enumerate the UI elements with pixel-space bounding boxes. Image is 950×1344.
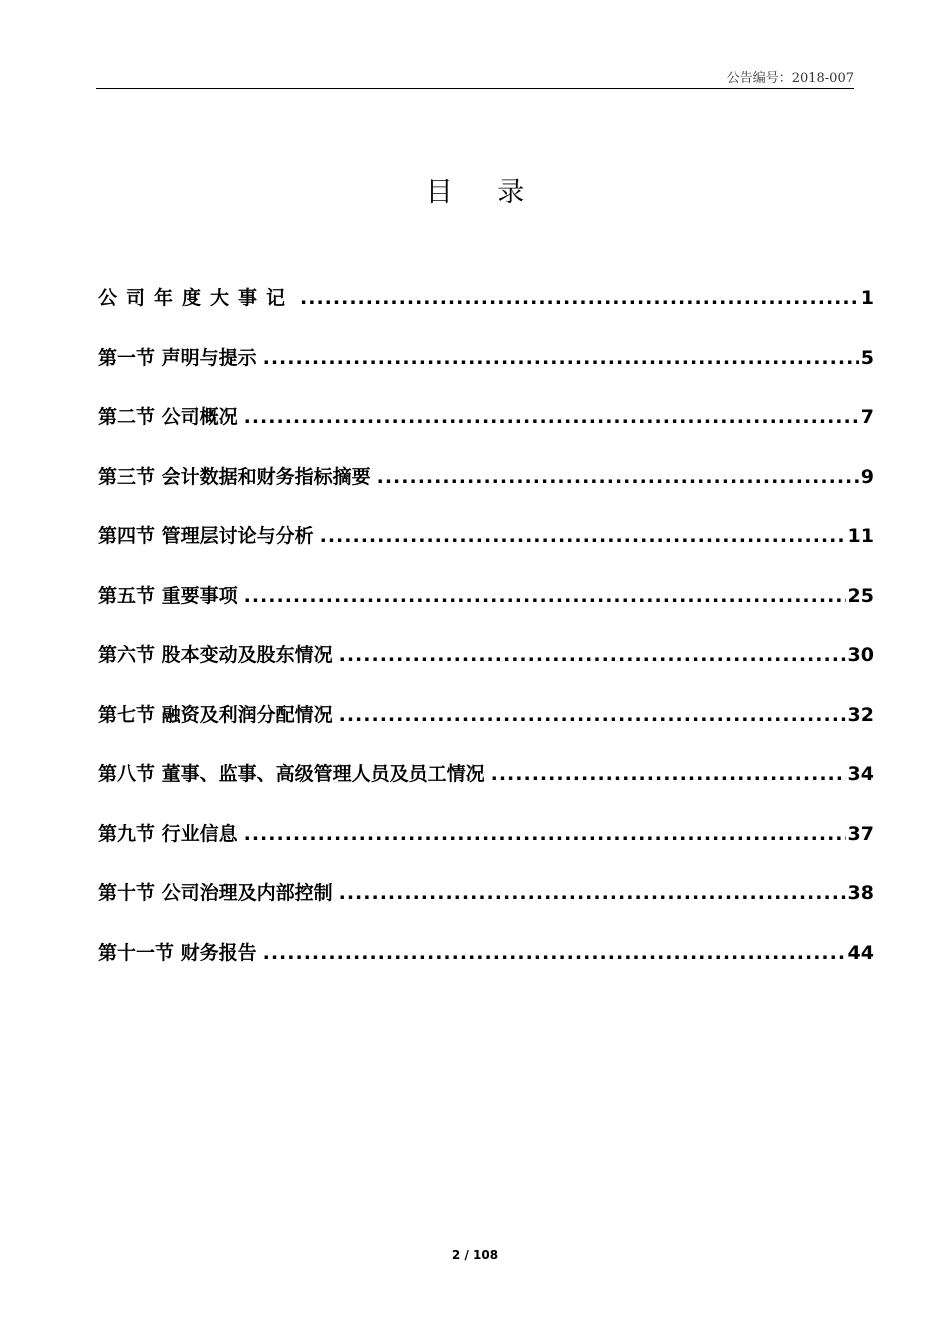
toc-dot-leader	[263, 942, 846, 964]
toc-dot-leader	[244, 585, 846, 607]
toc-entry-label: 第四节 管理层讨论与分析	[98, 525, 314, 547]
toc-entry-label: 第七节 融资及利润分配情况	[98, 703, 333, 726]
toc-entry-label: 第三节 会计数据和财务指标摘要	[98, 465, 371, 488]
toc-dot-leader	[300, 287, 859, 309]
toc-entry-label: 第一节 声明与提示	[98, 346, 257, 369]
toc-entry-section-8[interactable]	[98, 759, 874, 819]
toc-entry-page: 25	[847, 584, 874, 607]
toc-entry-page: 30	[847, 644, 874, 666]
toc-entry-page: 34	[847, 763, 874, 785]
toc-entry-page: 44	[847, 941, 874, 964]
toc-entry-label: 第八节 董事、监事、高级管理人员及员工情况	[98, 763, 485, 785]
toc-entry-section-3[interactable]	[98, 462, 874, 522]
toc-entry-section-9[interactable]	[98, 819, 874, 879]
toc-entry-annual-events[interactable]	[98, 283, 874, 343]
toc-entry-section-6[interactable]	[98, 640, 874, 700]
toc-entry-label: 第二节 公司概况	[98, 406, 238, 428]
announcement-code: 公告编号：2018-007	[726, 71, 854, 86]
table-of-contents	[98, 283, 874, 997]
toc-dot-leader	[320, 525, 846, 547]
header-rule	[96, 88, 854, 89]
toc-entry-section-7[interactable]	[98, 700, 874, 760]
toc-entry-page: 38	[847, 882, 874, 904]
toc-entry-label: 第五节 重要事项	[98, 584, 238, 607]
toc-entry-section-11[interactable]	[98, 938, 874, 998]
toc-entry-page: 1	[860, 287, 874, 309]
toc-entry-page: 7	[860, 406, 874, 428]
toc-entry-label: 第六节 股本变动及股东情况	[98, 644, 333, 666]
toc-dot-leader	[377, 466, 859, 488]
toc-title: 目 录	[425, 177, 543, 208]
toc-dot-leader	[339, 882, 846, 904]
toc-dot-leader	[339, 704, 846, 726]
toc-dot-leader	[244, 823, 846, 845]
page-number: 2 / 108	[451, 1248, 499, 1262]
toc-entry-page: 9	[860, 465, 874, 488]
toc-entry-label: 第十节 公司治理及内部控制	[98, 882, 333, 904]
toc-entry-label: 第九节 行业信息	[98, 822, 238, 845]
toc-entry-label: 第十一节 财务报告	[98, 941, 257, 964]
toc-entry-page: 11	[847, 525, 874, 547]
toc-entry-section-4[interactable]	[98, 521, 874, 581]
toc-entry-section-2[interactable]	[98, 402, 874, 462]
toc-entry-section-1[interactable]	[98, 343, 874, 403]
toc-entry-page: 37	[847, 822, 874, 845]
toc-entry-page: 5	[860, 346, 874, 369]
toc-entry-label: 公司年度大事记	[98, 287, 295, 309]
toc-entry-section-10[interactable]	[98, 878, 874, 938]
toc-dot-leader	[263, 347, 859, 369]
toc-dot-leader	[491, 763, 846, 785]
toc-dot-leader	[244, 406, 859, 428]
toc-entry-page: 32	[847, 703, 874, 726]
toc-dot-leader	[339, 644, 846, 666]
toc-entry-section-5[interactable]	[98, 581, 874, 641]
